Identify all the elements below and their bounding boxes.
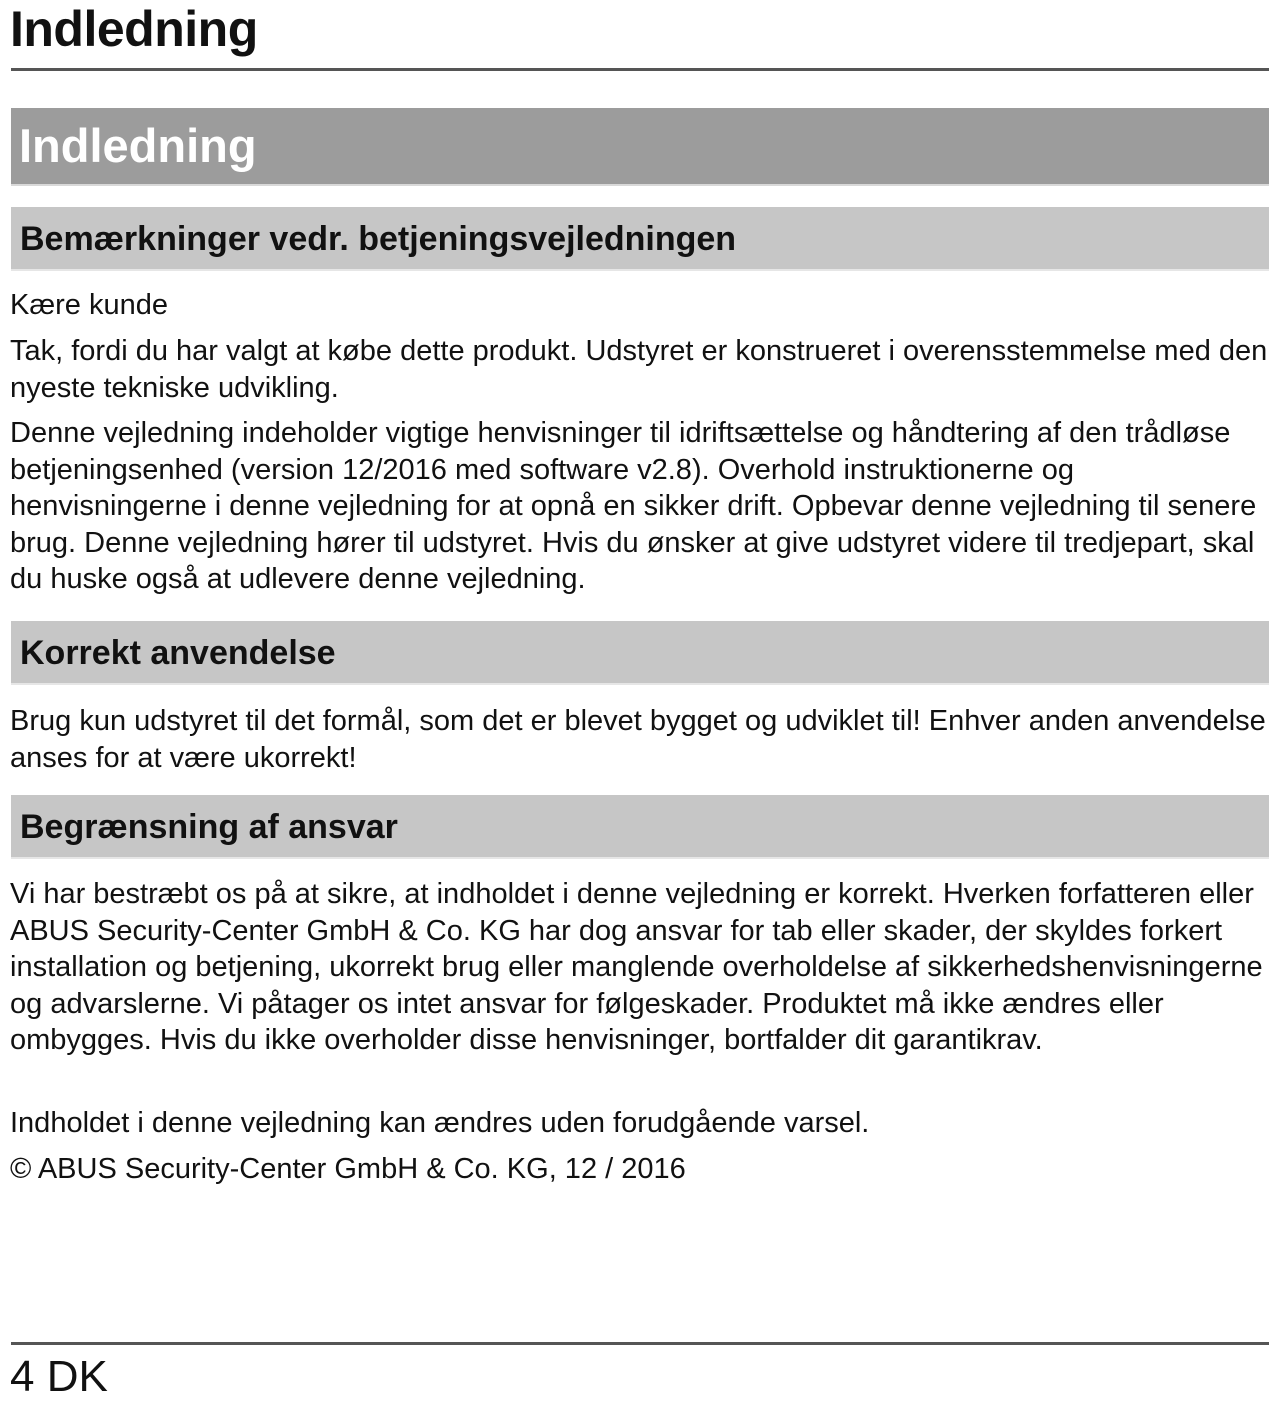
footer-divider [11, 1342, 1269, 1345]
paragraph-liability: Vi har bestræbt os på at sikre, at indholdet i denne vejledning er korrekt. Hverken forfatteren eller ABUS Security-Center GmbH & Co. KG har dog ansvar for tab eller skader, der skyldes forkert installation og betjening, ukorrekt brug eller manglende overholdelse af sikkerhedshenvisningerne og advarslerne. Vi påtager os intet ansvar for følgeskader. Produktet må ikke ændres eller ombygges. Hvis du ikke overholder disse henvisninger, bortfalder dit garantikrav. [10, 878, 1263, 1057]
section-heading-intended-use: Korrekt anvendelse [20, 634, 336, 672]
paragraph-manual-info: Denne vejledning indeholder vigtige henvisninger til idriftsættelse og håndtering af den trådløse betjeningsenhed (version 12/2016 med software v2.8). Overhold instruktionerne og henvisningerne i denne vejledning for at opnå en sikker drift. Opbevar denne vejledning til senere brug. Denne vejledning hører til udstyret. Hvis du ønsker at give udstyret videre til tredjepart, skal du huske også at udlevere denne vejledning. [10, 417, 1257, 596]
chapter-heading-band [11, 108, 1269, 186]
paragraph-greeting: Kære kunde [10, 289, 168, 321]
paragraph-copyright: © ABUS Security-Center GmbH & Co. KG, 12 / 2016 [10, 1153, 686, 1185]
section-heading-manual-notes: Bemærkninger vedr. betjeningsvejledningen [20, 220, 737, 258]
header-divider [11, 68, 1269, 71]
chapter-heading: Indledning [19, 119, 257, 172]
section-heading-liability: Begrænsning af ansvar [20, 808, 398, 846]
paragraph-thanks: Tak, fordi du har valgt at købe dette produkt. Udstyret er konstrueret i overensstemmelse med den nyeste tekniske udvikling. [10, 335, 1268, 404]
paragraph-intended-use: Brug kun udstyret til det formål, som det er blevet bygget og udviklet til! Enhver anden anvendelse anses for at være ukorrekt! [10, 705, 1266, 774]
section-heading-band [11, 207, 1269, 271]
paragraph-change-notice: Indholdet i denne vejledning kan ændres uden forudgående varsel. [10, 1107, 870, 1139]
page-header-title: Indledning [10, 1, 258, 57]
section-heading-band [11, 621, 1269, 685]
page-number: 4 DK [10, 1352, 108, 1401]
section-heading-band [11, 795, 1269, 859]
